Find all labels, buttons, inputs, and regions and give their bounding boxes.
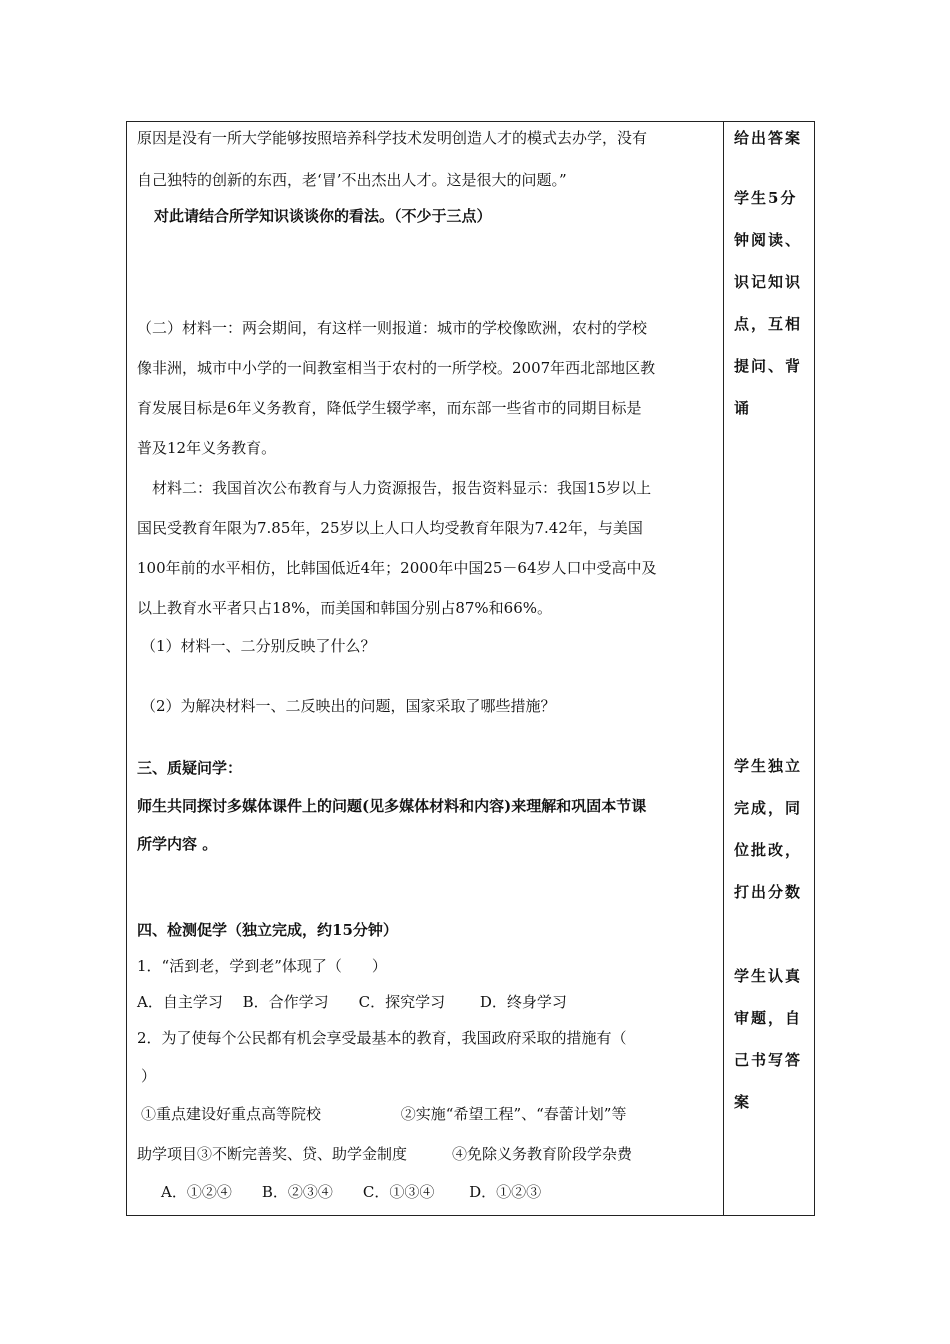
side-note: 位批改， (734, 841, 803, 859)
text-line: 所学内容 。 (137, 835, 218, 853)
side-note: 审题，自 (734, 1009, 803, 1027)
text-line: 自己独特的创新的东西，老‘冒’不出杰出人才。这是很大的问题。” (137, 171, 567, 189)
lesson-plan-table (126, 121, 815, 1216)
side-note: 案 (734, 1093, 752, 1111)
text-line: ） (141, 1067, 157, 1085)
side-note: 学生独立 (734, 757, 803, 775)
text-line: 以上教育水平者只占18%，而美国和韩国分别占87%和66%。 (137, 599, 553, 617)
text-line: 师生共同探讨多媒体课件上的问题(见多媒体材料和内容)来理解和巩固本节课 (137, 797, 647, 815)
side-note: 提问、背 (734, 357, 803, 375)
side-note: 学生5分 (734, 189, 798, 207)
text-line: 国民受教育年限为7.85年，25岁以上人口人均受教育年限为7.42年，与美国 (137, 519, 643, 537)
text-line: 普及12年义务教育。 (137, 439, 277, 457)
side-note: 给出答案 (734, 129, 803, 147)
question-item: （2）为解决材料一、二反映出的问题，国家采取了哪些措施？ (141, 697, 556, 715)
section-title: 四、检测促学（独立完成，约15分钟） (137, 921, 398, 939)
column-divider (723, 122, 724, 1215)
side-note: 完成，同 (734, 799, 803, 817)
exercise-question: 2．为了使每个公民都有机会享受最基本的教育，我国政府采取的措施有（ (137, 1029, 627, 1047)
side-note: 学生认真 (734, 967, 803, 985)
text-line: 育发展目标是6年义务教育，降低学生辍学率，而东部一些省市的同期目标是 (137, 399, 642, 417)
side-note: 点，互相 (734, 315, 803, 333)
section-title: 三、质疑问学： (137, 759, 243, 777)
exercise-options: A．自主学习 B．合作学习 C．探究学习 D．终身学习 (137, 993, 567, 1011)
text-line: 像非洲，城市中小学的一间教室相当于农村的一所学校。2007年西北部地区教 (137, 359, 656, 377)
exercise-question: 1．“活到老，学到老”体现了（ ） (137, 957, 387, 975)
exercise-statements: ①重点建设好重点高等院校 ②实施“希望工程”、“春蕾计划”等 (141, 1105, 627, 1123)
side-note: 打出分数 (734, 883, 803, 901)
question-item: （1）材料一、二分别反映了什么？ (141, 637, 376, 655)
text-line: 100年前的水平相仿，比韩国低近4年；2000年中国25－64岁人口中受高中及 (137, 559, 657, 577)
side-note: 识记知识 (734, 273, 803, 291)
question-heading: 对此请结合所学知识谈谈你的看法。（不少于三点） (154, 207, 492, 225)
exercise-options: A．①②④ B．②③④ C．①③④ D．①②③ (161, 1183, 542, 1201)
side-note: 己书写答 (734, 1051, 803, 1069)
exercise-statements: 助学项目③不断完善奖、贷、助学金制度 ④免除义务教育阶段学杂费 (137, 1145, 633, 1163)
side-note: 钟阅读、 (734, 231, 803, 249)
text-line: 原因是没有一所大学能够按照培养科学技术发明创造人才的模式去办学，没有 (137, 129, 648, 147)
text-line: 材料二：我国首次公布教育与人力资源报告，报告资料显示：我国15岁以上 (152, 479, 652, 497)
side-note: 诵 (734, 399, 752, 417)
text-line: （二）材料一：两会期间，有这样一则报道：城市的学校像欧洲，农村的学校 (137, 319, 648, 337)
